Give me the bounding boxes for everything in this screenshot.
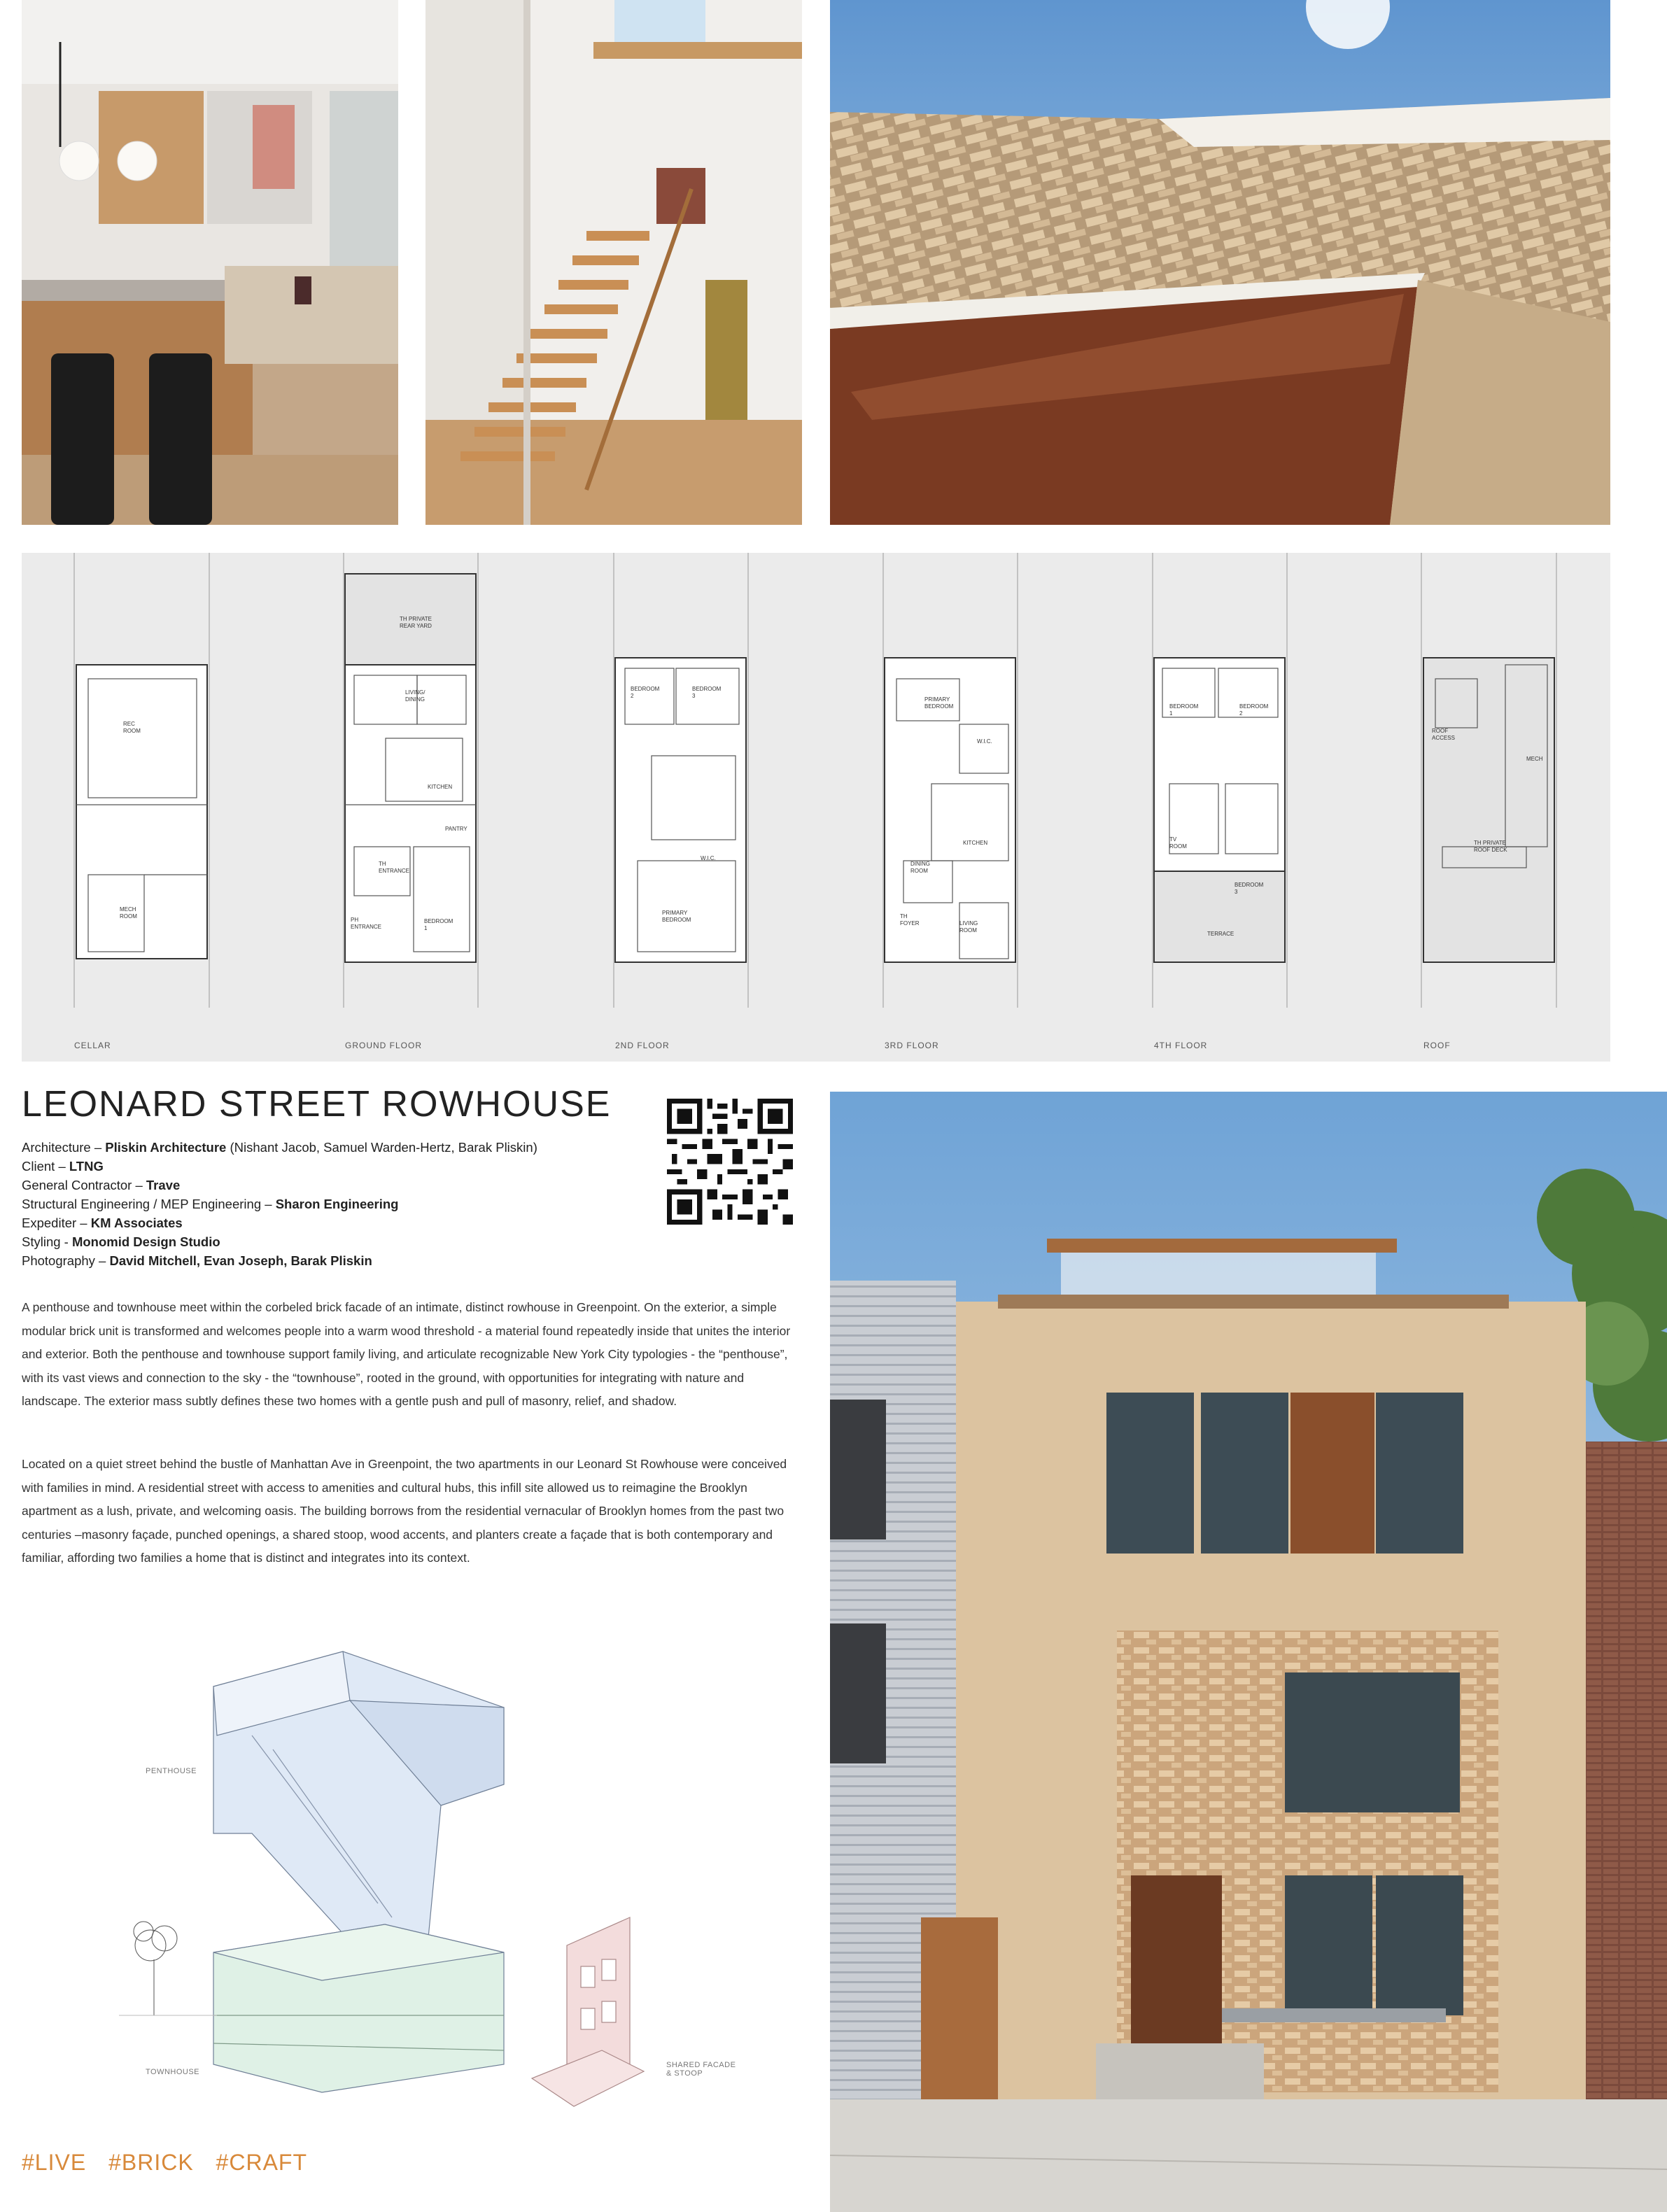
room-label: KITCHEN — [428, 784, 453, 790]
floor-plans-panel — [22, 553, 1610, 1062]
room-label: REC ROOM — [123, 721, 141, 734]
room-label: TH FOYER — [900, 913, 920, 927]
room-label: BEDROOM 3 — [692, 686, 722, 699]
axonometric-diagram — [112, 1623, 742, 2113]
room-label: W.I.C. — [977, 738, 992, 745]
room-label: KITCHEN — [963, 840, 988, 846]
credit-client: Client – LTNG — [22, 1159, 104, 1174]
room-label: LIVING/ DINING — [405, 689, 425, 703]
axo-label-townhouse: TOWNHOUSE — [146, 2068, 200, 2076]
credit-engineering: Structural Engineering / MEP Engineering – Sharon Engineering — [22, 1197, 399, 1211]
plan-label-ground-floor: GROUND FLOOR — [345, 1041, 423, 1050]
hashtag-brick[interactable]: #BRICK — [108, 2150, 194, 2175]
room-label: BEDROOM 3 — [1235, 882, 1264, 895]
room-label: BEDROOM 2 — [1239, 703, 1269, 717]
plan-label-cellar: CELLAR — [74, 1041, 111, 1050]
room-label: BEDROOM 1 — [1169, 703, 1199, 717]
kitchen-photo — [22, 0, 398, 525]
room-label: MECH — [1526, 756, 1543, 762]
room-label: TH ENTRANCE — [379, 861, 410, 874]
plan-label-2nd-floor: 2ND FLOOR — [615, 1041, 670, 1050]
room-label: W.I.C. — [701, 855, 716, 861]
credit-general-contractor: General Contractor – Trave — [22, 1178, 181, 1192]
credits-list — [22, 1138, 652, 1270]
credit-photography: Photography – David Mitchell, Evan Joseph, Barak Pliskin — [22, 1253, 372, 1268]
qr-code[interactable] — [667, 1099, 793, 1225]
room-label: BEDROOM 1 — [424, 918, 453, 931]
room-label: TH PRIVATE REAR YARD — [400, 616, 432, 629]
room-label: PRIMARY BEDROOM — [924, 696, 954, 710]
room-label: PH ENTRANCE — [351, 917, 382, 930]
room-label: PRIMARY BEDROOM — [662, 910, 691, 923]
hashtag-live[interactable]: #LIVE — [22, 2150, 87, 2175]
stair-photo — [425, 0, 802, 525]
plan-label-roof: ROOF — [1423, 1041, 1451, 1050]
credit-expediter: Expediter – KM Associates — [22, 1216, 183, 1230]
room-label: LIVING ROOM — [959, 920, 978, 934]
room-label: PANTRY — [445, 826, 467, 832]
axo-label-penthouse: PENTHOUSE — [146, 1767, 197, 1775]
hashtags — [22, 2150, 323, 2176]
room-label: BEDROOM 2 — [631, 686, 660, 699]
plan-label-4th-floor: 4TH FLOOR — [1154, 1041, 1208, 1050]
room-label: DINING ROOM — [910, 861, 930, 874]
plan-label-3rd-floor: 3RD FLOOR — [885, 1041, 939, 1050]
description-paragraph-1: A penthouse and townhouse meet within the corbeled brick facade of an intimate, distinct rowhouse in Greenpoint. On the exterior, a simple modular brick unit is transformed and welcomes people into a warm wood threshold - a material found repeatedly inside that unites the interior and exterior. Both the penthouse and townhouse support family living, and articulate recognizable New York City typologies - the “penthouse”, with its vast views and connection to the sky - the “townhouse”, rooted in the ground, with opportunities for integrating with nature and landscape. The exterior mass subtly defines these two homes with a gentle push and pull of masonry, relief, and shadow. — [22, 1300, 791, 1408]
credit-architecture: Architecture – Pliskin Architecture (Nishant Jacob, Samuel Warden-Hertz, Barak Pliskin) — [22, 1140, 537, 1155]
room-label: MECH ROOM — [120, 906, 137, 920]
room-label: TH PRIVATE ROOF DECK — [1474, 840, 1507, 853]
hashtag-craft[interactable]: #CRAFT — [216, 2150, 307, 2175]
room-label: TERRACE — [1207, 931, 1235, 937]
credit-styling: Styling - Monomid Design Studio — [22, 1234, 220, 1249]
room-label: TV ROOM — [1169, 836, 1187, 850]
room-label: ROOF ACCESS — [1432, 728, 1455, 741]
brick-detail-photo — [830, 0, 1610, 525]
page-title: LEONARD STREET ROWHOUSE — [22, 1084, 612, 1125]
axo-label-shared-facade: SHARED FACADE & STOOP — [666, 2061, 736, 2078]
description-paragraph-2: Located on a quiet street behind the bustle of Manhattan Ave in Greenpoint, the two apartments in our Leonard St Rowhouse were conceived with families in mind. A residential street with access to amenities and cultural hubs, this infill site allowed us to reimagine the Brooklyn apartment as a lush, private, and welcoming oasis. The building borrows from the residential vernacular of Brooklyn homes from the past two centuries –masonry façade, punched openings, a shared stoop, wood accents, and planters create a façade that is both contemporary and familiar, affording two families a home that is distinct and integrates into its context. — [22, 1457, 787, 1565]
facade-photo — [830, 1092, 1667, 2212]
